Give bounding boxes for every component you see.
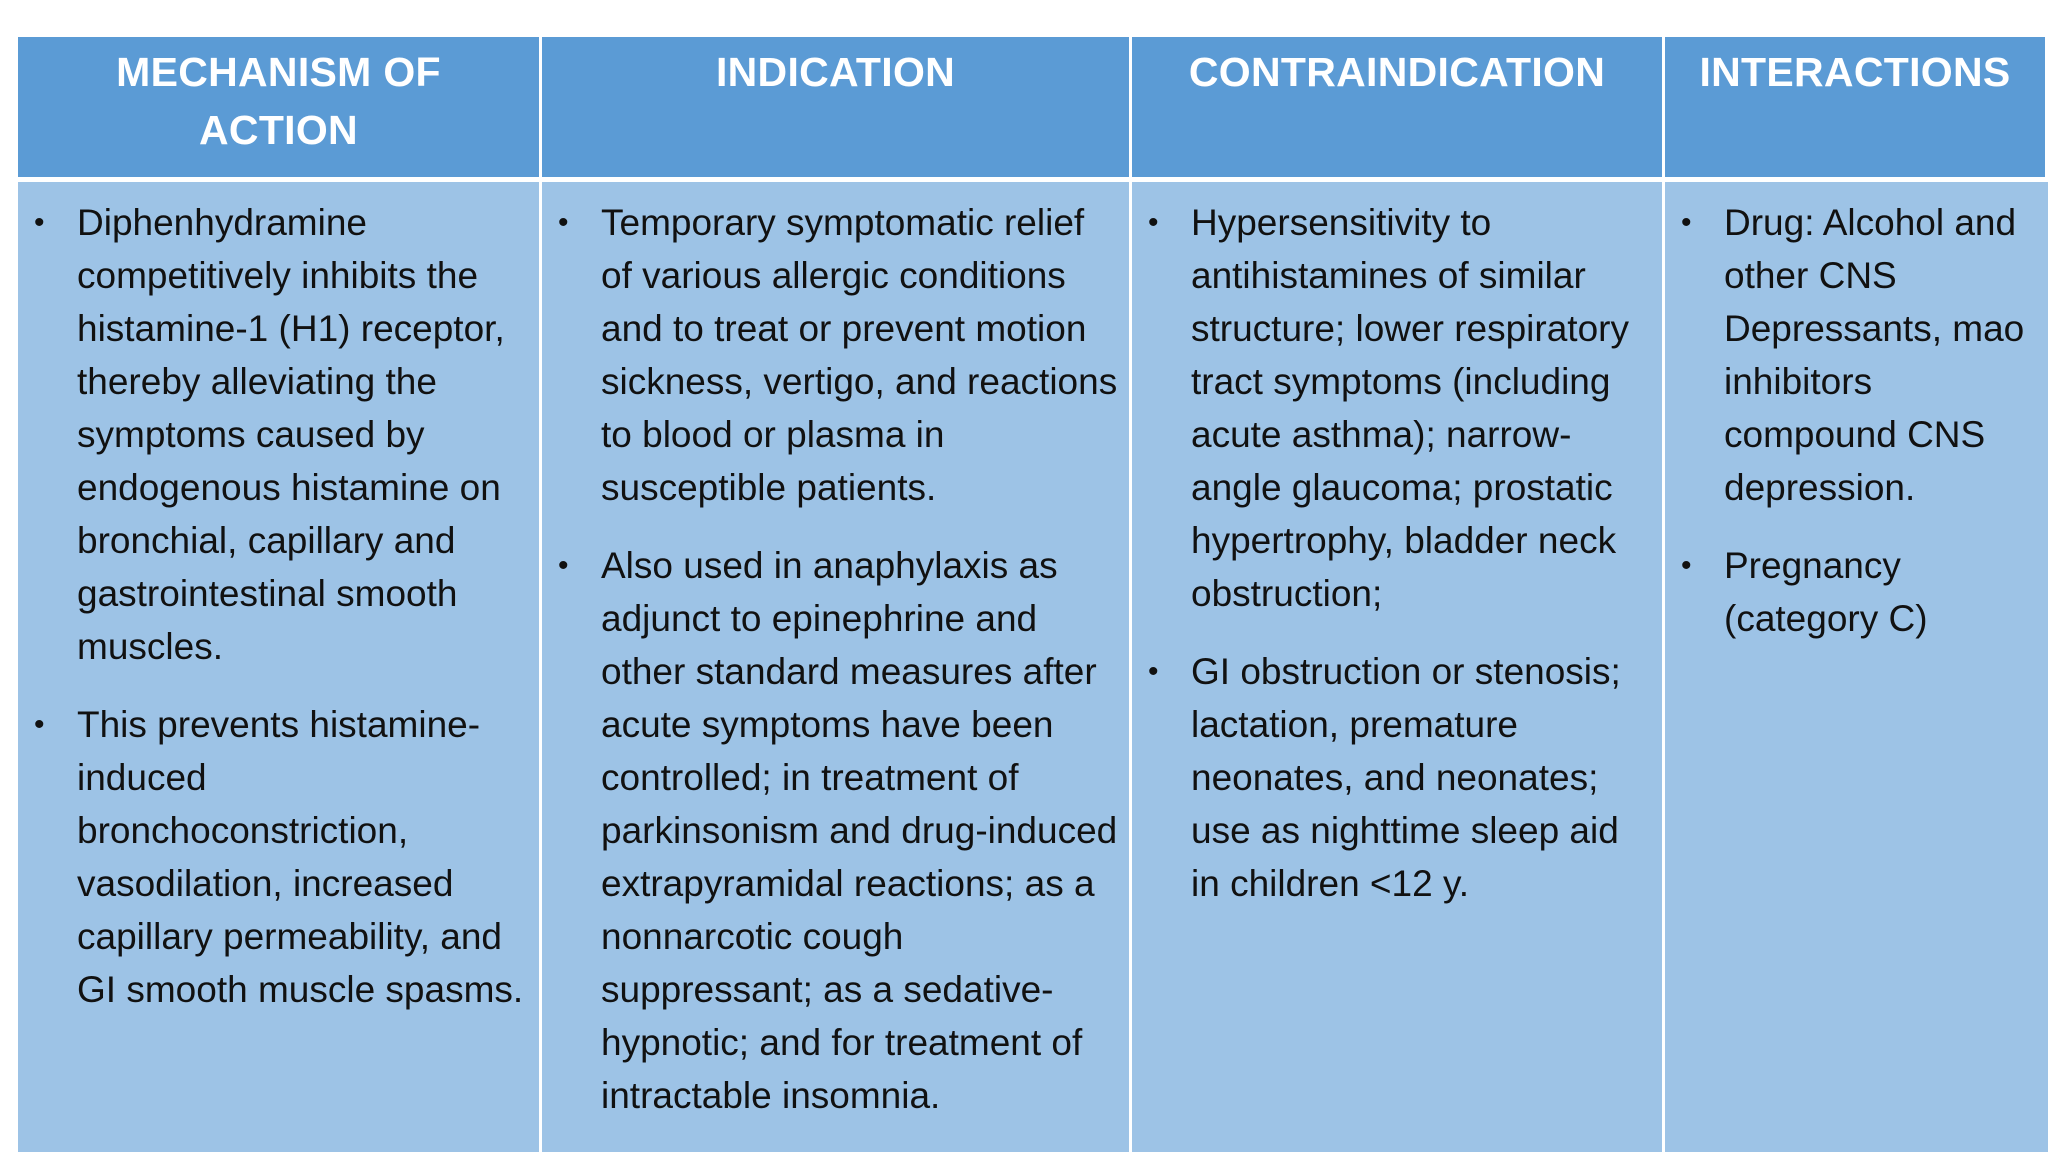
- list-item: [1142, 645, 1652, 910]
- bullet-text: GI obstruction or stenosis; lactation, premature neonates, and neonates; use as nighttime sleep aid in children <12 y.: [1191, 651, 1621, 904]
- list-item: [1142, 196, 1652, 620]
- list-item: [552, 539, 1119, 1122]
- bullet-icon: •: [34, 708, 45, 741]
- bullet-icon: •: [558, 206, 569, 239]
- header-indication: INDICATION: [542, 37, 1132, 177]
- bullet-icon: •: [558, 549, 569, 582]
- bullet-text: Pregnancy (category C): [1724, 545, 1928, 639]
- bullet-icon: •: [1681, 206, 1692, 239]
- drug-info-table: [18, 37, 2048, 1152]
- bullet-icon: •: [1148, 655, 1159, 688]
- bullet-icon: •: [1148, 206, 1159, 239]
- bullet-text: Temporary symptomatic relief of various allergic conditions and to treat or prevent motion sickness, vertigo, and reactions to blood or plasma in susceptible patients.: [601, 202, 1118, 508]
- cell-indication: [542, 182, 1132, 1152]
- list-item: [1675, 539, 2038, 645]
- list-item: [28, 698, 529, 1016]
- bullet-list: [28, 196, 529, 1016]
- bullet-text: Drug: Alcohol and other CNS Depressants, mao inhibitors compound CNS depression.: [1724, 202, 2025, 508]
- bullet-text: Hypersensitivity to antihistamines of similar structure; lower respiratory tract symptoms (including acute asthma); narrow-angle glaucoma; prostatic hypertrophy, bladder neck obstruction;: [1191, 202, 1629, 614]
- bullet-text: Also used in anaphylaxis as adjunct to epinephrine and other standard measures after acute symptoms have been controlled; in treatment of parkinsonism and drug-induced extrapyramidal reactions; as a nonnarcotic cough suppressant; as a sedative-hypnotic; and for treatment of intractable insomnia.: [601, 545, 1118, 1116]
- cell-mechanism-of-action: [18, 182, 542, 1152]
- bullet-list: [552, 196, 1119, 1122]
- list-item: [1675, 196, 2038, 514]
- bullet-list: [1675, 196, 2038, 645]
- cell-interactions: [1665, 182, 2048, 1152]
- header-interactions: INTERACTIONS: [1665, 37, 2048, 177]
- list-item: [552, 196, 1119, 514]
- bullet-text: Diphenhydramine competitively inhibits the histamine-1 (H1) receptor, thereby alleviating the symptoms caused by endogenous histamine on bronchial, capillary and gastrointestinal smooth muscles.: [77, 202, 505, 667]
- header-contraindication: CONTRAINDICATION: [1132, 37, 1665, 177]
- list-item: [28, 196, 529, 673]
- bullet-text: This prevents histamine-induced bronchoconstriction, vasodilation, increased capillary permeability, and GI smooth muscle spasms.: [77, 704, 524, 1010]
- bullet-icon: •: [34, 206, 45, 239]
- header-mechanism-of-action: MECHANISM OF ACTION: [18, 37, 542, 177]
- cell-contraindication: [1132, 182, 1665, 1152]
- bullet-list: [1142, 196, 1652, 910]
- bullet-icon: •: [1681, 549, 1692, 582]
